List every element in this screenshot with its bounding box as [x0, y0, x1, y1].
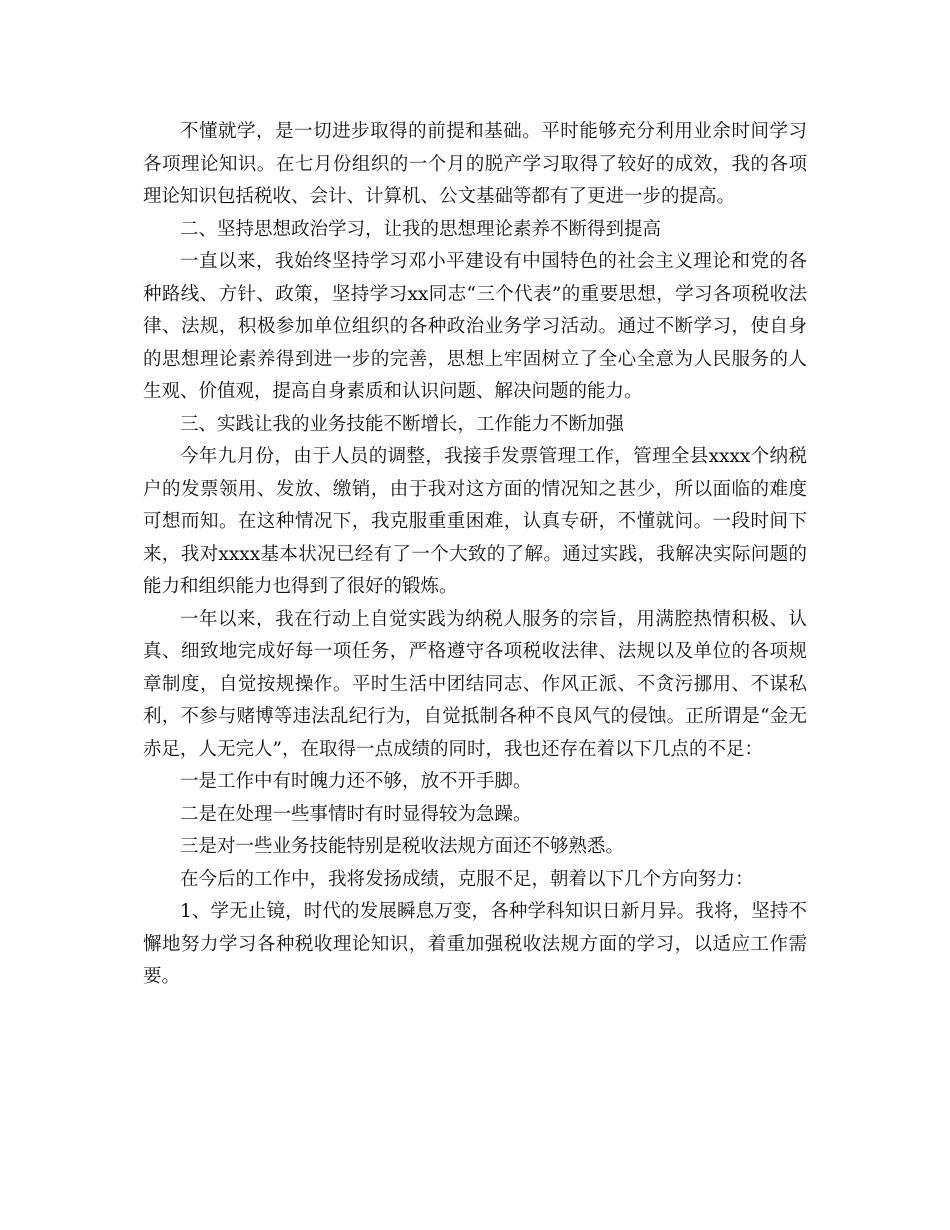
paragraph-study-basics: 不懂就学，是一切进步取得的前提和基础。平时能够充分利用业余时间学习各项理论知识。在七月份组织的一个月的脱产学习取得了较好的成效，我的各项理论知识包括税收、会计、计算机、公文基础等都有了更进一步的提高。 [143, 121, 807, 207]
heading-political-study: 二、坚持思想政治学习，让我的思想理论素养不断得到提高 [180, 218, 662, 240]
heading-practice-skills: 三、实践让我的业务技能不断增长，工作能力不断加强 [180, 413, 625, 435]
paragraph-political-study: 一直以来，我始终坚持学习邓小平建设有中国特色的社会主义理论和党的各种路线、方针、政策，坚持学习xx同志“三个代表”的重要思想，学习各项税收法律、法规，积极参加单位组织的各种政治业务学习活动。通过不断学习，使自身的思想理论素养得到进一步的完善，思想上牢固树立了全心全意为人民服务的人生观、价值观，提高自身素质和认识问题、解决问题的能力。 [143, 251, 807, 402]
future-direction-1: 1、学无止镜，时代的发展瞬息万变，各种学科知识日新月异。我将，坚持不懈地努力学习各种税收理论知识，着重加强税收法规方面的学习，以适应工作需要。 [143, 901, 807, 987]
shortcoming-item-2: 二是在处理一些事情时有时显得较为急躁。 [180, 803, 532, 825]
future-directions-intro: 在今后的工作中，我将发扬成绩，克服不足，朝着以下几个方向努力： [180, 868, 754, 890]
shortcoming-item-3: 三是对一些业务技能特别是税收法规方面还不够熟悉。 [180, 836, 625, 857]
paragraph-year-review: 一年以来，我在行动上自觉实践为纳税人服务的宗旨，用满腔热情积极、认真、细致地完成好每一项任务，严格遵守各项税收法律、法规以及单位的各项规章制度，自觉按规操作。平时生活中团结同志、作风正派、不贪污挪用、不谋私利，不参与赌博等违法乱纪行为，自觉抵制各种不良风气的侵蚀。正所谓是“金无赤足，人无完人”，在取得一点成绩的同时，我也还存在着以下几点的不足： [143, 608, 807, 760]
paragraph-invoice-management: 今年九月份，由于人员的调整，我接手发票管理工作，管理全县xxxx个纳税户的发票领用、发放、缴销，由于我对这方面的情况知之甚少，所以面临的难度可想而知。在这种情况下，我克服重重困难，认真专研，不懂就问。一段时间下来，我对xxxx基本状况已经有了一个大致的了解。通过实践，我解决实际问题的能力和组织能力也得到了很好的锻炼。 [143, 446, 807, 597]
shortcoming-item-1: 一是工作中有时魄力还不够，放不开手脚。 [180, 771, 532, 792]
document-body [143, 116, 807, 994]
